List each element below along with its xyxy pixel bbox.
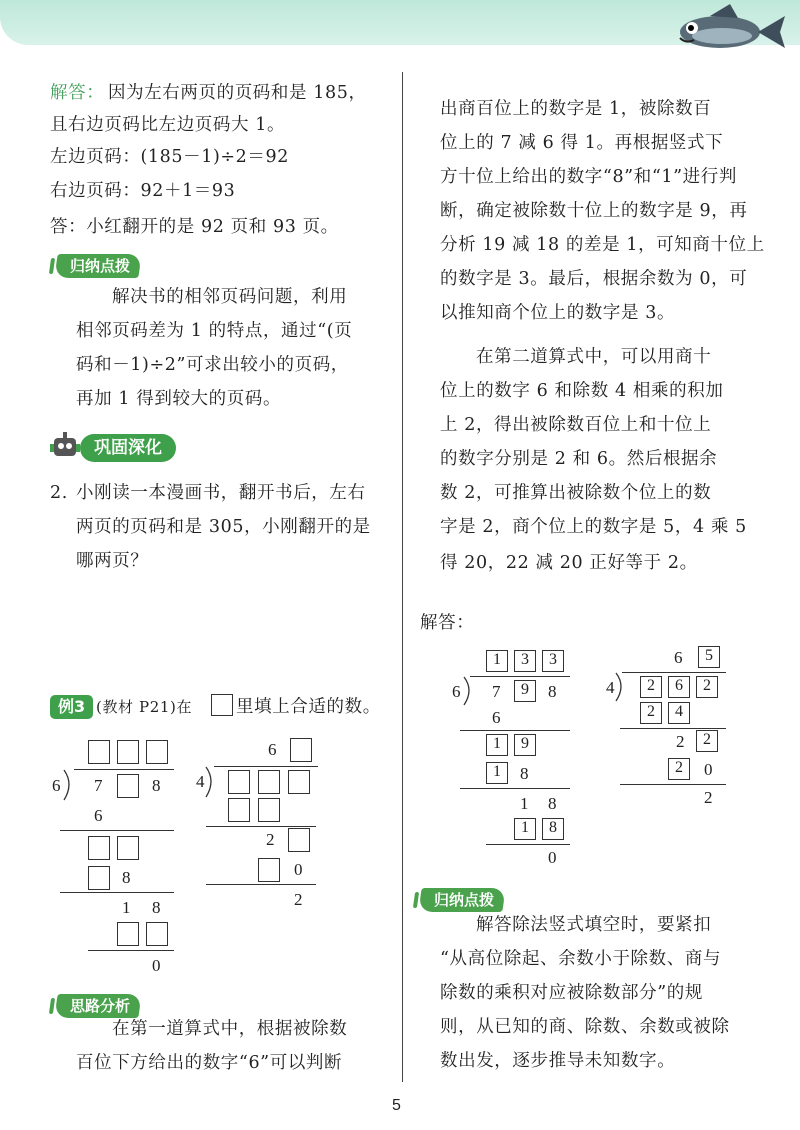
blank-box[interactable] xyxy=(290,738,312,762)
tip-line: “从高位除起、余数小于除数、商与 xyxy=(440,949,722,969)
analysis-line: 出商百位上的数字是 1，被除数百 xyxy=(440,99,712,119)
blank-box[interactable] xyxy=(228,770,250,794)
division-bracket xyxy=(614,671,628,703)
analysis-line: 的数字是 3。最后，根据余数为 0，可 xyxy=(440,269,748,289)
analysis-line: 在第二道算式中，可以用商十 xyxy=(476,347,712,367)
analysis-line: 上 2，得出被除数百位上和十位上 xyxy=(440,415,712,435)
section-title: 巩固深化 xyxy=(80,434,176,462)
answer-label: 解答： xyxy=(420,613,475,633)
blank-box[interactable] xyxy=(228,798,250,822)
page-number: 5 xyxy=(392,1097,401,1114)
division-bracket xyxy=(204,765,218,799)
analysis-line: 断，确定被除数十位上的数字是 9，再 xyxy=(440,201,748,221)
example-badge: 例3 xyxy=(50,695,93,719)
analysis-line: 的数字分别是 2 和 6。然后根据余 xyxy=(440,449,718,469)
blank-box[interactable] xyxy=(88,740,110,764)
answer-label: 解答： xyxy=(50,83,105,103)
analysis-badge: 思路分析 xyxy=(54,994,141,1018)
analysis-line: 方十位上给出的数字“8”和“1”进行判 xyxy=(440,167,737,187)
tip-line: 再加 1 得到较大的页码。 xyxy=(76,389,282,409)
tip-line: 相邻页码差为 1 的特点，通过“(页 xyxy=(76,321,353,341)
blank-box[interactable] xyxy=(146,740,168,764)
blank-box[interactable] xyxy=(258,770,280,794)
answer-line: 右边页码：92＋1＝93 xyxy=(50,181,236,201)
example-text: (教材 P21)在 xyxy=(96,698,193,716)
column-divider xyxy=(402,72,403,1082)
tip-badge: 归纳点拨 xyxy=(54,254,141,278)
blank-box-sample xyxy=(211,694,233,716)
division-bracket xyxy=(62,768,76,802)
blank-box[interactable] xyxy=(88,836,110,860)
question-number: 2. xyxy=(50,483,68,503)
blank-box[interactable] xyxy=(117,836,139,860)
tip-line: 码和－1)÷2”可求出较小的页码， xyxy=(76,355,349,375)
analysis-line: 以推知商个位上的数字是 3。 xyxy=(440,303,676,323)
tip-badge: 归纳点拨 xyxy=(418,888,505,912)
answer-line: 左边页码：(185－1)÷2＝92 xyxy=(50,147,289,167)
answer-line: 答：小红翻开的是 92 页和 93 页。 xyxy=(50,217,339,237)
question-line: 小刚读一本漫画书，翻开书后，左右 xyxy=(76,483,366,503)
example-text: 里填上合适的数。 xyxy=(236,697,381,717)
tip-line: 除数的乘积对应被除数部分”的规 xyxy=(440,983,703,1003)
analysis-line: 在第一道算式中，根据被除数 xyxy=(112,1019,348,1039)
analysis-line: 数 2，可推算出被除数个位上的数 xyxy=(440,483,712,503)
answer-line: 且右边页码比左边页码大 1。 xyxy=(50,115,286,135)
tip-line: 数出发，逐步推导未知数字。 xyxy=(440,1051,676,1071)
blank-box[interactable] xyxy=(117,740,139,764)
blank-box[interactable] xyxy=(117,922,139,946)
question-line: 哪两页？ xyxy=(76,551,149,571)
question-line: 两页的页码和是 305，小刚翻开的是 xyxy=(76,517,371,537)
tip-line: 解答除法竖式填空时，要紧扣 xyxy=(476,915,712,935)
analysis-line: 字是 2，商个位上的数字是 5，4 乘 5 xyxy=(440,517,747,537)
tip-line: 解决书的相邻页码问题，利用 xyxy=(112,287,348,307)
answer-line: 因为左右两页的页码和是 185， xyxy=(108,83,367,103)
blank-box[interactable] xyxy=(146,922,168,946)
blank-box[interactable] xyxy=(88,866,110,890)
analysis-line: 分析 19 减 18 的差是 1，可知商十位上 xyxy=(440,235,765,255)
analysis-line: 得 20，22 减 20 正好等于 2。 xyxy=(440,553,698,573)
analysis-line: 位上的数字 6 和除数 4 相乘的积加 xyxy=(440,381,724,401)
robot-icon xyxy=(50,432,80,462)
blank-box[interactable] xyxy=(258,798,280,822)
blank-box[interactable] xyxy=(288,770,310,794)
fish-icon xyxy=(660,2,790,62)
tip-line: 则，从已知的商、除数、余数或被除 xyxy=(440,1017,730,1037)
blank-box[interactable] xyxy=(117,774,139,798)
blank-box[interactable] xyxy=(258,858,280,882)
analysis-line: 百位下方给出的数字“6”可以判断 xyxy=(76,1053,343,1073)
division-bracket xyxy=(462,675,476,707)
blank-box[interactable] xyxy=(288,828,310,852)
analysis-line: 位上的 7 减 6 得 1。再根据竖式下 xyxy=(440,133,724,153)
